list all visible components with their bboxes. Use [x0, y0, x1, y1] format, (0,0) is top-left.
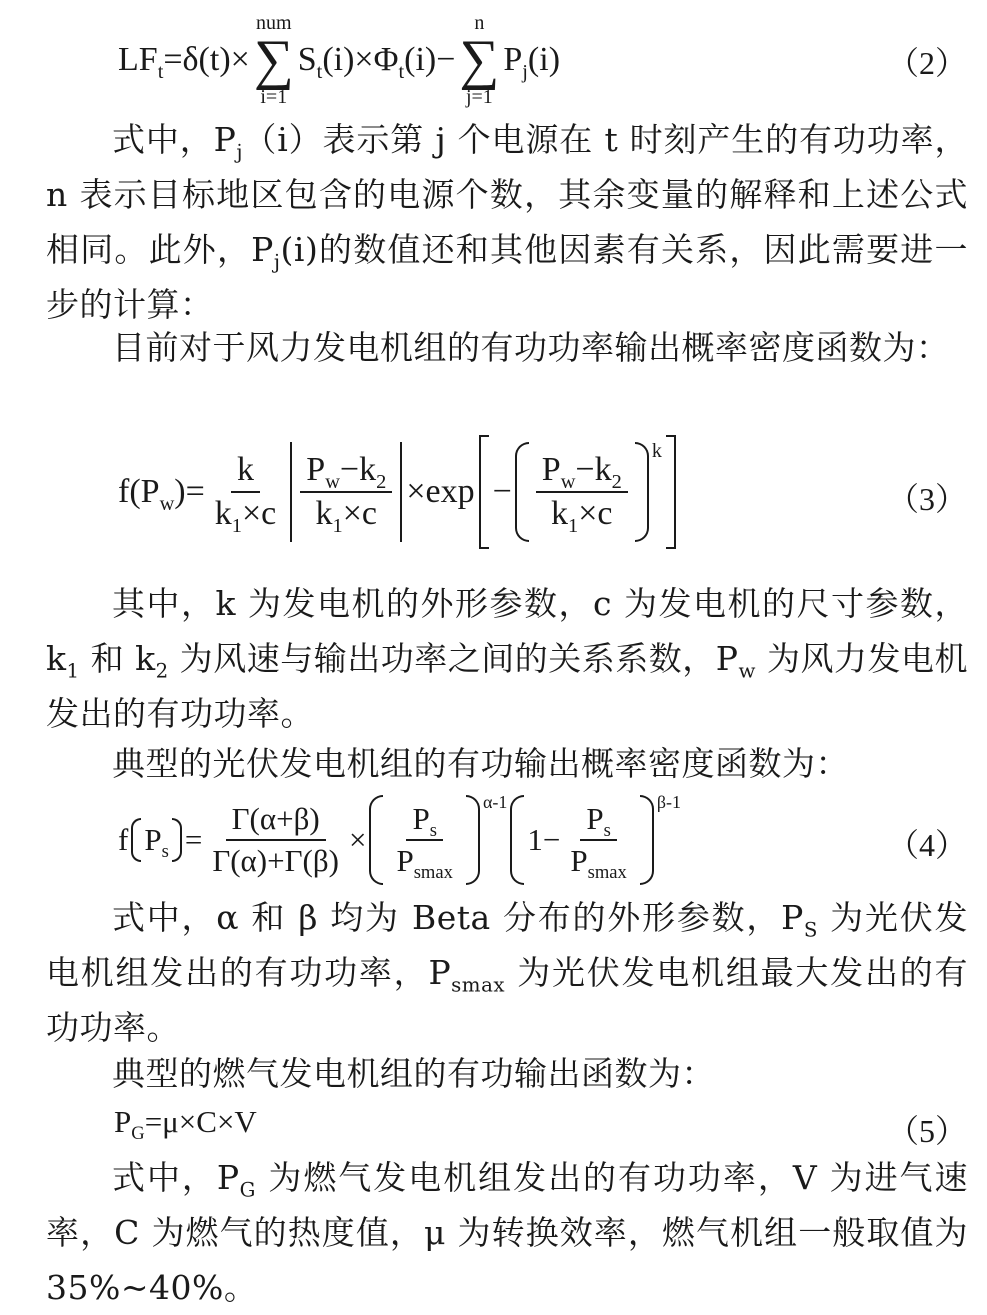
eq2-delta: =δ(t)× [163, 41, 250, 78]
eq3-fraction-1: $\frac{k}{k_1\times c}$ [214, 451, 277, 537]
eq5-body: $P_G=\mu\times C\times V$ [114, 1104, 257, 1145]
paragraph-5: 式中，α 和 β 均为 Beta 分布的外形参数，$P_S$ 为光伏发电机组发出的有功功率，$P_{smax}$ 为光伏发电机组最大发出的有功功率。 [46, 898, 968, 1047]
eq4-fraction-3: $\frac{P_s}{P_{smax}}$ [570, 801, 627, 884]
equation-3 [0, 432, 987, 552]
equation-number-4: （4） [886, 827, 967, 863]
equation-2 [0, 10, 987, 110]
eq2-sum-2: n ∑ j=1 [459, 12, 500, 108]
eq4-lhs-arg: $P_s$ [144, 822, 169, 863]
eq2-term-s: $S_t(i)\times\Phi_t(i)-$ [297, 41, 456, 83]
paragraph-4: 典型的光伏发电机组的有功输出概率密度函数为： [112, 744, 849, 783]
eq4-fraction-2: $\frac{P_s}{P_{smax}}$ [396, 801, 453, 884]
equation-number-2: （2） [886, 45, 967, 81]
eq2-lhs: $LF_t$ [118, 41, 164, 83]
eq4-sup-2: β-1 [656, 792, 682, 812]
equation-4: f $P_s$ = $\frac{\Gamma(\alpha+\beta)}{\Gamma(\alpha)+\Gamma(\beta)}$ × $\frac{P_s}{P_{smax}}$ α-1 1− $\frac{P_s}{P_{smax}}$ β-1 （4） [118, 792, 967, 884]
eq3-times-exp: ×exp [406, 473, 475, 510]
equation-number-5: （5） [886, 1113, 967, 1149]
equation-number-3: （3） [886, 481, 967, 517]
eq4-sup-1: α-1 [482, 792, 508, 812]
eq4-lhs: f [118, 822, 129, 857]
paragraph-7: 式中，$P_G$ 为燃气发电机组发出的有功功率，V 为进气速率，C 为燃气的热度值，μ 为转换效率，燃气机组一般取值为 35%~40%。 [46, 1158, 968, 1307]
paragraph-6: 典型的燃气发电机组的有功输出函数为： [112, 1054, 715, 1093]
equation-5 [0, 1100, 987, 1156]
eq3-lhs: $f(P_w)=$ [118, 473, 205, 515]
paragraph-2: 目前对于风力发电机组的有功功率输出概率密度函数为： [112, 328, 950, 367]
eq2-sum-1: num ∑ i=1 [253, 12, 294, 108]
paragraph-1: 式中，$P_j(i)$表示第 j 个电源在 t 时刻产生的有功功率，n 表示目标地区包含的电源个数，其余变量的解释和上述公式相同。此外，$P_j(i)$的数值还和其他因素有关系，因此需要进一步的计算： [46, 120, 968, 324]
eq3-fraction-2: $\frac{P_w-k_2}{k_1\times c}$ [300, 451, 392, 533]
eq2-term-p: $P_j(i)$ [503, 41, 561, 83]
eq3-exponent: k [651, 440, 662, 462]
eq3-fraction-3: $\frac{P_w-k_2}{k_1\times c}$ [536, 451, 628, 533]
eq4-fraction-1: $\frac{\Gamma(\alpha+\beta)}{\Gamma(\alpha)+\Gamma(\beta)}$ [212, 801, 339, 878]
eq3-minus: − [492, 473, 512, 510]
paragraph-3: 其中，k 为发电机的外形参数，c 为发电机的尺寸参数，$k_1$ 和 $k_2$ 为风速与输出功率之间的关系系数，$P_w$ 为风力发电机发出的有功功率。 [46, 584, 968, 733]
